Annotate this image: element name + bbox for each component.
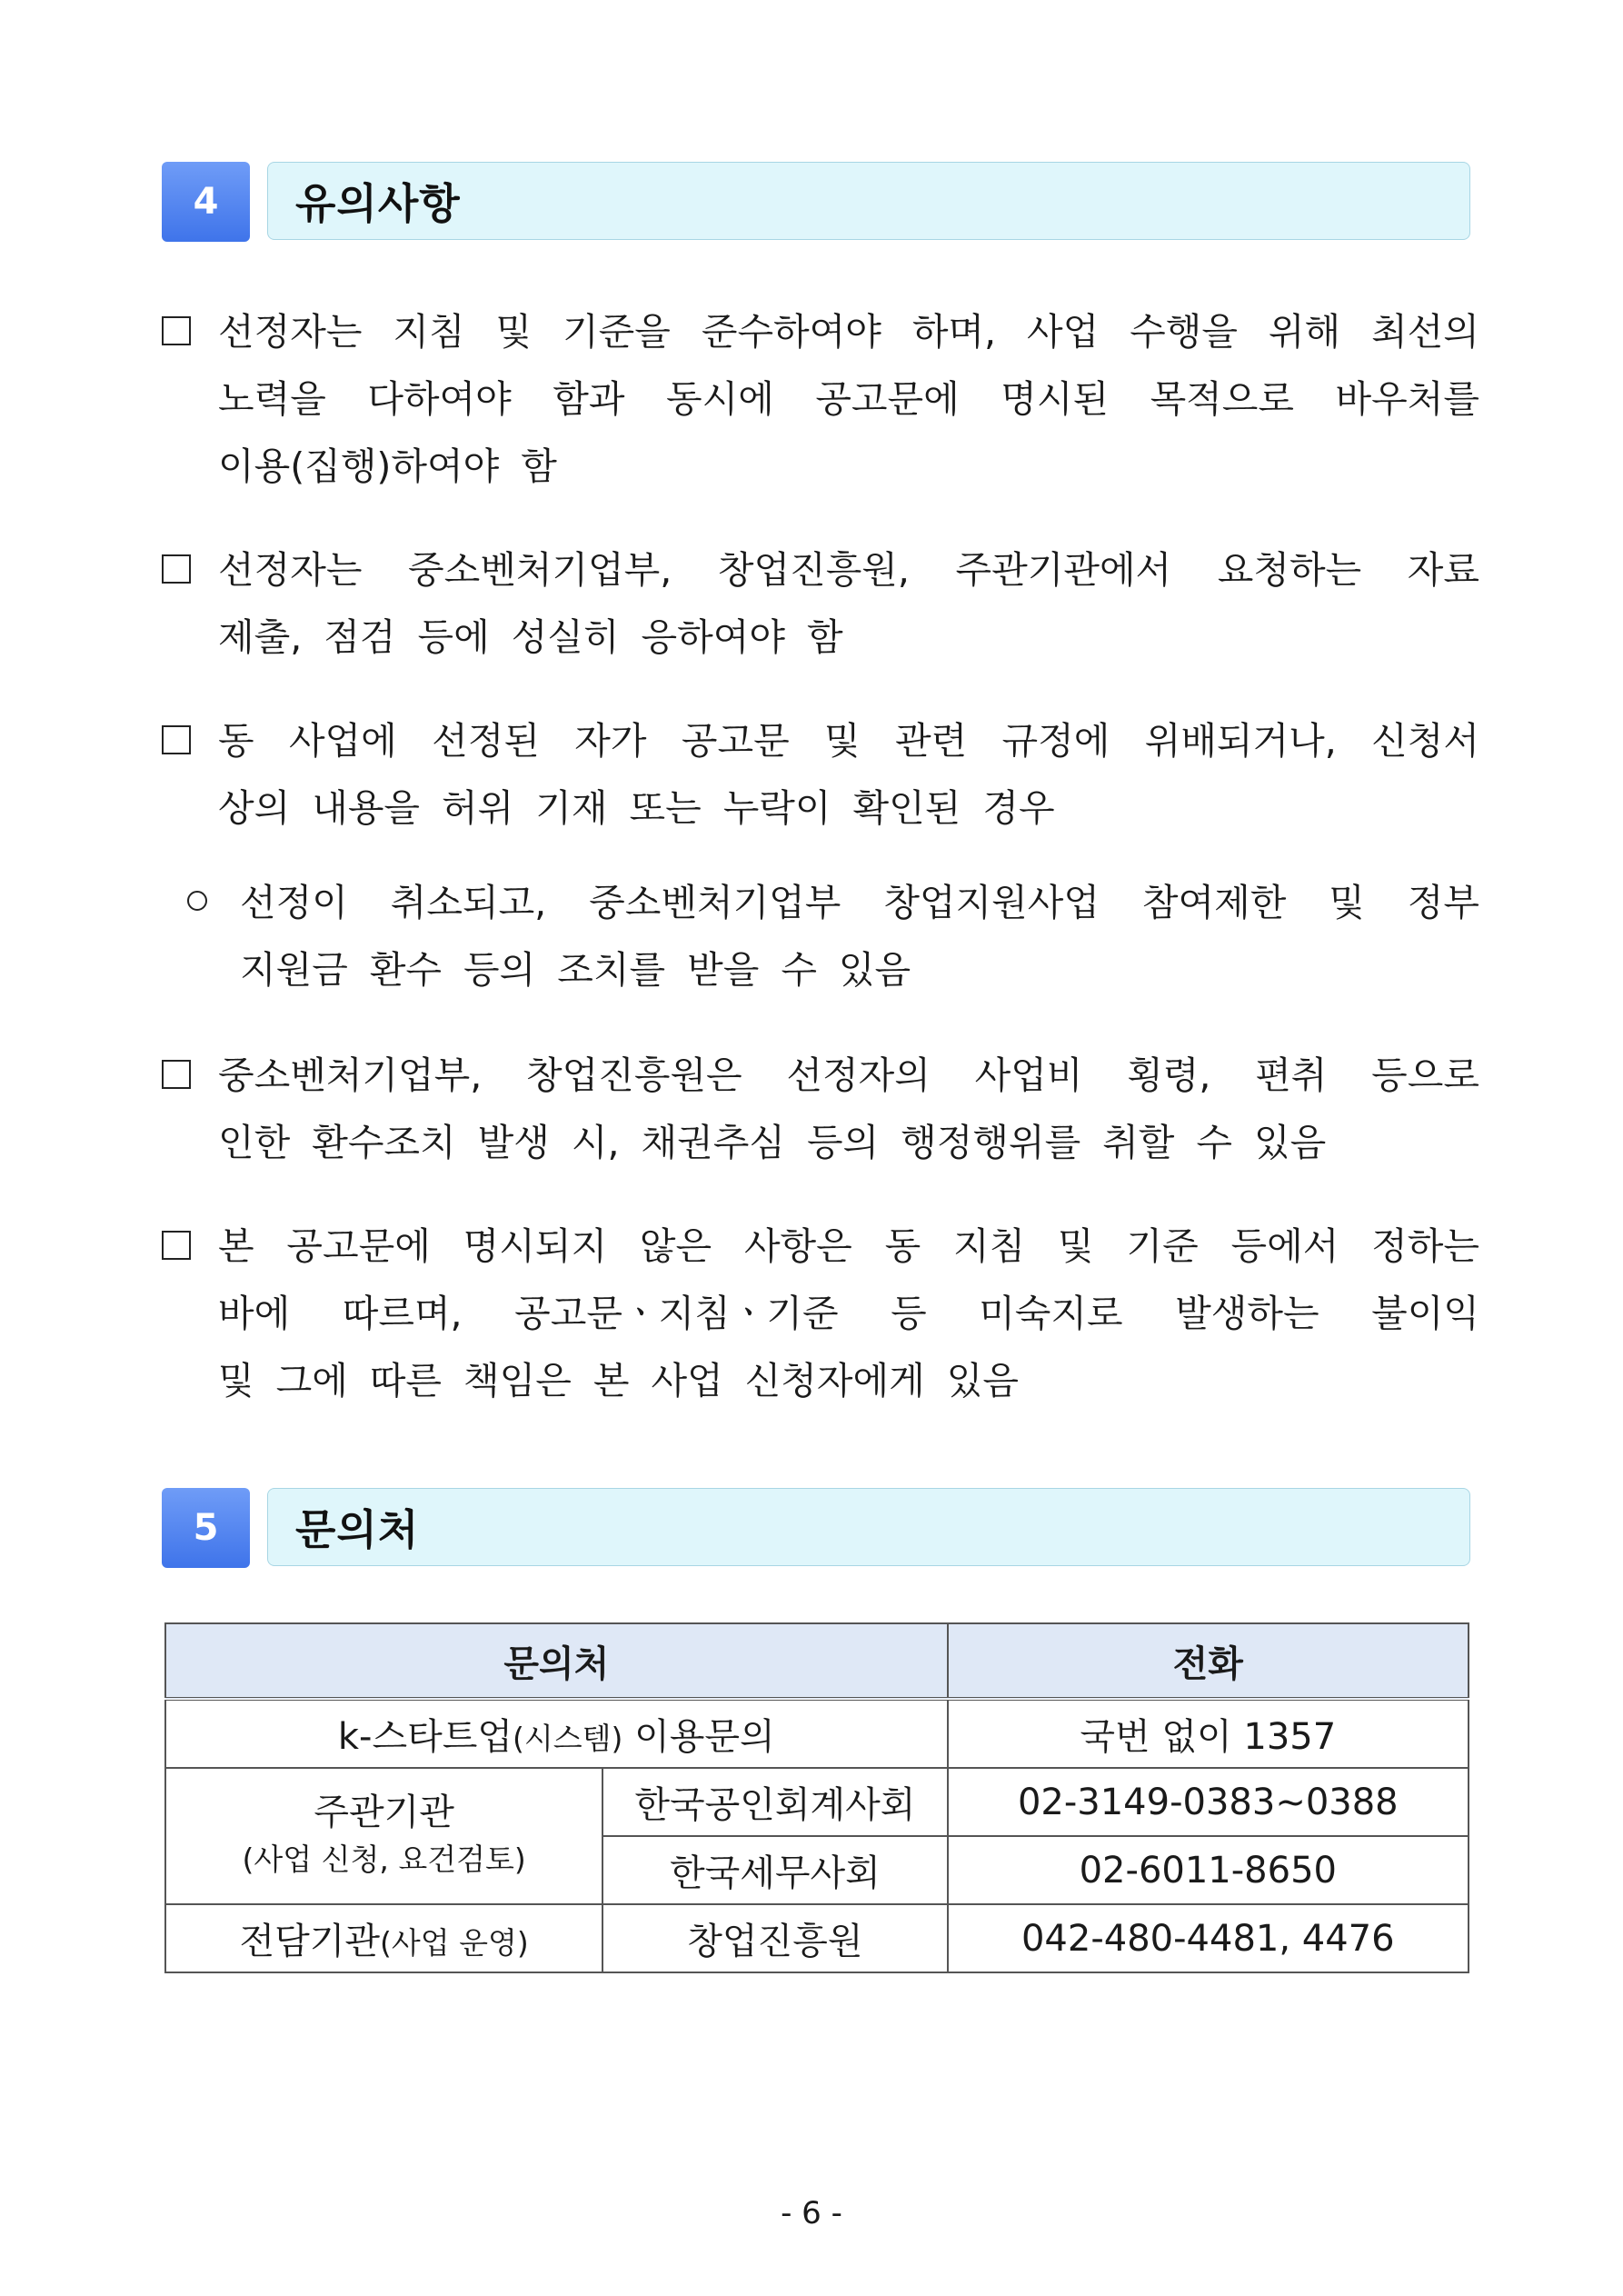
contact-label-cell [165, 1904, 602, 1972]
word: 정하는 [1371, 1224, 1479, 1268]
word: 불이익 [1371, 1292, 1479, 1335]
table-row [165, 1699, 1469, 1768]
checkbox-bullet-icon [162, 1231, 191, 1260]
word: 창업진흥원은 [526, 1053, 742, 1097]
word: 등 [891, 1292, 927, 1335]
table-row [165, 1768, 1469, 1836]
section-number: 5 [162, 1488, 250, 1568]
note-line [218, 1042, 1479, 1109]
note-line [218, 365, 1479, 433]
word: 조치를 [557, 948, 666, 992]
word: 지침 [393, 310, 465, 354]
contact-table [164, 1622, 1469, 1973]
word: 바우처를 [1335, 377, 1479, 421]
note-line [218, 774, 1479, 842]
word: 지침 [953, 1224, 1026, 1268]
word: 수 [781, 948, 817, 992]
word: 사업비 [974, 1053, 1083, 1097]
word: 응하여야 [641, 615, 785, 659]
word: 횡령, [1127, 1053, 1211, 1097]
word: 공고문에 [286, 1224, 431, 1268]
word: 함 [521, 444, 557, 488]
note-line [240, 936, 1479, 1003]
word: 참여제한 [1141, 881, 1287, 924]
word: 받을 [687, 948, 760, 992]
word: 요청하는 [1217, 548, 1362, 592]
word: 행정행위를 [901, 1121, 1081, 1164]
word: 않은 [639, 1224, 712, 1268]
word: 등의 [463, 948, 536, 992]
checkbox-bullet-icon [162, 316, 191, 345]
phone-cell: 국번 없이 1357 [948, 1699, 1469, 1768]
word: 등으로 [1371, 1053, 1479, 1097]
contact-label-cell [165, 1768, 602, 1904]
note-line [218, 604, 1479, 671]
note-text [218, 298, 1479, 500]
checkbox-bullet-icon [162, 554, 191, 584]
section-title: 유의사항 [295, 179, 461, 228]
word: 사업 [1027, 310, 1100, 354]
word: 정부 [1407, 881, 1479, 924]
word: 동시에 [665, 377, 774, 421]
circle-bullet-icon [187, 891, 207, 911]
word: 있음 [838, 948, 911, 992]
word: 및 [824, 719, 861, 763]
word: 선정자는 [218, 310, 363, 354]
header-phone: 전화 [948, 1623, 1469, 1699]
word: 동 [884, 1224, 921, 1268]
word: 경우 [982, 786, 1055, 830]
word: 규정에 [1001, 719, 1110, 763]
word: 사업 [651, 1359, 723, 1403]
word: 다하여야 [367, 377, 512, 421]
word: 함과 [553, 377, 625, 421]
word: 선정자는 [218, 548, 363, 592]
word: 점검 [324, 615, 396, 659]
section-4-header [162, 162, 1470, 244]
word: 수행을 [1130, 310, 1238, 354]
word: 있음 [946, 1359, 1019, 1403]
header-contact: 문의처 [165, 1623, 948, 1699]
phone-cell: 042-480-4481, 4476 [948, 1904, 1469, 1972]
page-number: - 6 - [781, 2195, 842, 2231]
contact-label-rest: 이용문의 [622, 1716, 775, 1758]
word: 기준을 [563, 310, 671, 354]
word: 최선의 [1371, 310, 1479, 354]
word: 또는 [629, 786, 702, 830]
word: 노력을 [218, 377, 326, 421]
note-text [218, 536, 1479, 671]
checkbox-bullet-icon [162, 1060, 191, 1089]
word: 발생 [477, 1121, 550, 1164]
word: 및 [1329, 881, 1365, 924]
word: 미숙지로 [979, 1292, 1123, 1335]
contact-label-cell [165, 1699, 948, 1768]
word: 있음 [1254, 1121, 1327, 1164]
word: 선정자의 [786, 1053, 931, 1097]
word: 및 [218, 1359, 254, 1403]
word: 공고문 [681, 719, 790, 763]
word: 선정이 [240, 881, 348, 924]
section-number: 4 [162, 162, 250, 242]
note-line [218, 536, 1479, 604]
word: 본 [218, 1224, 254, 1268]
contact-label-note: (사업 신청, 요건검토) [242, 1842, 526, 1877]
word: 위해 [1268, 310, 1341, 354]
word: 자가 [574, 719, 647, 763]
note-text [218, 1213, 1479, 1414]
word: 동 [218, 719, 254, 763]
word: 그에 [275, 1359, 348, 1403]
word: 이용(집행)하여야 [218, 444, 500, 488]
word: 등의 [806, 1121, 880, 1164]
note-line [218, 298, 1479, 365]
note-text [218, 707, 1479, 842]
section-title-box [267, 162, 1470, 240]
word: 중소벤처기업부 [589, 881, 841, 924]
word: 등에서 [1230, 1224, 1339, 1268]
word: 환수 [369, 948, 443, 992]
section-5-header [162, 1488, 1470, 1570]
note-line [240, 869, 1479, 936]
phone-cell: 02-6011-8650 [948, 1836, 1469, 1904]
note-line [218, 433, 1479, 500]
checkbox-bullet-icon [162, 725, 191, 754]
word: 기재 [535, 786, 608, 830]
word: 창업지원사업 [883, 881, 1100, 924]
word: 수 [1196, 1121, 1233, 1164]
word: 및 [495, 310, 533, 354]
word: 지원금 [240, 948, 348, 992]
word: 취소되고, [390, 881, 547, 924]
word: 따른 [369, 1359, 443, 1403]
word: 공고문에 [815, 377, 960, 421]
word: 중소벤처기업부, [218, 1053, 483, 1097]
word: 책임은 [463, 1359, 572, 1403]
word: 자료 [1407, 548, 1479, 592]
section-title-box [267, 1488, 1470, 1566]
note-line [218, 707, 1479, 774]
note-line [218, 1347, 1479, 1414]
word: 하며, [911, 310, 997, 354]
table-header-row [165, 1623, 1469, 1699]
contact-label: 전담기관 [239, 1921, 380, 1962]
word: 선정된 [432, 719, 540, 763]
note-text [218, 1042, 1479, 1176]
word: 발생하는 [1175, 1292, 1319, 1335]
word: 상의 [218, 786, 291, 830]
word: 위배되거나, [1144, 719, 1337, 763]
word: 환수조치 [312, 1121, 456, 1164]
word: 기준 [1126, 1224, 1199, 1268]
word: 사업에 [288, 719, 397, 763]
word: 관련 [894, 719, 968, 763]
word: 내용을 [312, 786, 421, 830]
word: 확인된 [852, 786, 961, 830]
word: 바에 [218, 1292, 291, 1335]
word: 공고문ㆍ지침ㆍ기준 [514, 1292, 839, 1335]
word: 인한 [218, 1121, 291, 1164]
word: 중소벤처기업부, [408, 548, 672, 592]
word: 편취 [1255, 1053, 1328, 1097]
word: 창업진흥원, [717, 548, 910, 592]
phone-cell: 02-3149-0383~0388 [948, 1768, 1469, 1836]
note-line [218, 1280, 1479, 1347]
word: 신청서 [1371, 719, 1479, 763]
word: 취할 [1102, 1121, 1175, 1164]
word: 준수하여야 [701, 310, 881, 354]
word: 제출, [218, 615, 303, 659]
word: 주관기관에서 [955, 548, 1172, 592]
word: 사항은 [743, 1224, 852, 1268]
contact-label: k-스타트업 [337, 1716, 513, 1758]
word: 목적으로 [1150, 377, 1295, 421]
word: 및 [1058, 1224, 1094, 1268]
word: 허위 [442, 786, 514, 830]
word: 등에 [417, 615, 490, 659]
org-cell: 한국공인회계사회 [602, 1768, 947, 1836]
word: 따르며, [342, 1292, 463, 1335]
word: 신청자에게 [744, 1359, 925, 1403]
word: 명시된 [1001, 377, 1110, 421]
contact-label-note: (시스템) [513, 1721, 623, 1756]
word: 시, [571, 1121, 620, 1164]
note-text [240, 869, 1479, 1003]
contact-label: 주관기관 [314, 1792, 454, 1833]
word: 채권추심 [641, 1121, 785, 1164]
word: 성실히 [511, 615, 620, 659]
word: 본 [592, 1359, 630, 1403]
word: 누락이 [722, 786, 831, 830]
note-line [218, 1213, 1479, 1280]
contact-label-note: (사업 운영) [380, 1925, 529, 1961]
note-line [218, 1109, 1479, 1176]
org-cell: 창업진흥원 [602, 1904, 947, 1972]
section-title: 문의처 [295, 1505, 420, 1554]
word: 명시되지 [463, 1224, 608, 1268]
org-cell: 한국세무사회 [602, 1836, 947, 1904]
word: 함 [806, 615, 843, 659]
table-row [165, 1904, 1469, 1972]
